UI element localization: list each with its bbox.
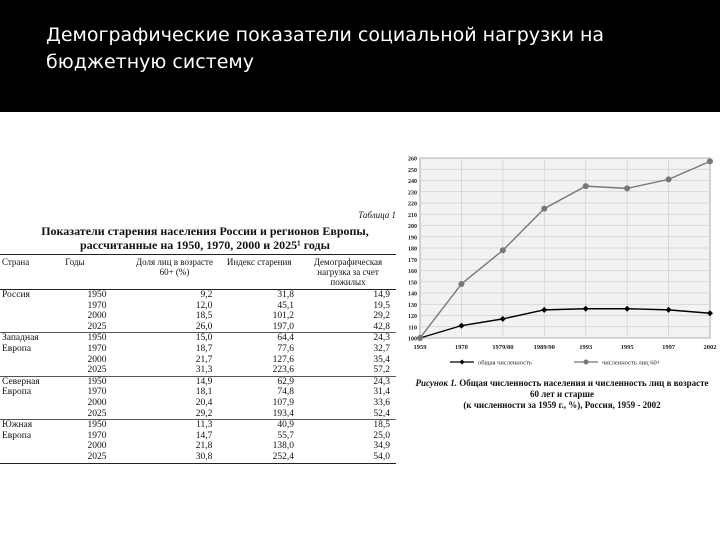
cell-year: 1970 <box>87 343 107 354</box>
table-row <box>0 431 396 442</box>
cell-year: 2000 <box>87 354 107 365</box>
legend-label-total: общая численность <box>478 359 532 367</box>
cell-year: 1950 <box>63 376 130 387</box>
cell-country: Европа <box>2 343 32 354</box>
cell-dependency: 29,2 <box>373 311 390 322</box>
y-tick-label: 210 <box>408 212 417 219</box>
table-row <box>0 365 396 376</box>
table-row <box>0 333 396 344</box>
cell-share-60: 15,0 <box>131 333 219 344</box>
data-point-60plus <box>583 183 589 189</box>
table-row <box>0 420 396 431</box>
legend-marker-total <box>460 360 465 365</box>
cell-country <box>0 441 63 452</box>
cell-aging-index: 62,9 <box>218 376 300 387</box>
caption-label: Рисунок 1. <box>415 378 457 388</box>
cell-share-60: 18,5 <box>195 311 213 322</box>
cell-share-60: 20,4 <box>195 397 213 408</box>
cell-year: 2025 <box>63 452 130 463</box>
data-point-60plus <box>541 206 547 212</box>
y-tick-label: 160 <box>408 269 417 275</box>
cell-aging-index: 127,6 <box>272 354 295 365</box>
cell-aging-index: 197,0 <box>272 321 295 332</box>
y-tick-label: 150 <box>408 280 417 287</box>
x-tick-label: 2002 <box>703 344 717 351</box>
x-tick-label: 1979/80 <box>492 344 514 351</box>
y-tick-label: 240 <box>408 179 417 185</box>
cell-dependency: 33,6 <box>373 397 390 408</box>
data-point-60plus <box>500 247 506 253</box>
table-row <box>0 398 396 409</box>
cell-country: Россия <box>2 290 30 300</box>
cell-country <box>0 365 63 376</box>
cell-aging-index: 45,1 <box>277 300 295 311</box>
cell-dependency: 42,8 <box>373 321 390 332</box>
table-row <box>0 311 396 322</box>
cell-dependency: 57,2 <box>373 365 390 376</box>
table-row <box>0 441 396 452</box>
table-row <box>0 409 396 420</box>
table-row <box>0 387 396 398</box>
y-tick-label: 100 <box>408 336 417 343</box>
cell-country <box>0 452 63 463</box>
slide-header <box>0 0 720 112</box>
caption-sub: (к численности за 1959 г., %), Россия, 1959 - 2002 <box>463 400 661 410</box>
table-row <box>0 290 396 301</box>
cell-year: 2000 <box>87 311 107 322</box>
cell-aging-index: 74,8 <box>277 387 295 398</box>
y-tick-label: 170 <box>408 257 417 264</box>
chart-svg <box>398 150 720 380</box>
cell-country: Западная <box>0 333 63 344</box>
cell-year: 2000 <box>87 397 107 408</box>
cell-year: 2025 <box>87 365 107 376</box>
chart-caption <box>412 378 712 411</box>
cell-share-60: 26,0 <box>195 321 213 332</box>
cell-share-60: 29,2 <box>195 408 213 419</box>
y-tick-label: 180 <box>408 246 417 253</box>
data-point-60plus <box>624 185 630 191</box>
y-tick-label: 200 <box>408 224 417 230</box>
cell-share-60: 30,8 <box>131 452 219 463</box>
header-years: Годы <box>63 255 130 290</box>
cell-country: Южная <box>0 420 63 431</box>
x-tick-label: 1993 <box>579 344 593 351</box>
cell-aging-index: 77,6 <box>277 343 295 354</box>
cell-aging-index: 107,9 <box>272 397 295 408</box>
cell-dependency: 18,5 <box>300 420 396 431</box>
data-point-60plus <box>417 335 423 341</box>
cell-dependency: 35,4 <box>373 354 390 365</box>
header-dependency: Демографическая нагрузка за счет пожилых <box>300 255 396 290</box>
cell-year: 1970 <box>87 387 107 398</box>
cell-share-60: 12,0 <box>195 300 213 311</box>
cell-dependency: 32,7 <box>373 343 390 354</box>
cell-share-60: 21,8 <box>195 441 213 452</box>
cell-share-60: 18,7 <box>195 343 213 354</box>
table-row <box>0 452 396 463</box>
cell-share-60: 31,3 <box>195 365 213 376</box>
cell-share-60: 21,7 <box>195 354 213 365</box>
cell-country <box>0 409 63 420</box>
y-tick-label: 140 <box>408 291 417 298</box>
x-tick-label: 1959 <box>413 344 427 351</box>
cell-aging-index: 101,2 <box>272 311 295 322</box>
data-point-60plus <box>458 281 464 287</box>
cell-country: Европа <box>2 387 32 398</box>
cell-dependency: 52,4 <box>373 408 390 419</box>
cell-aging-index: 252,4 <box>218 452 300 463</box>
cell-share-60: 9,2 <box>200 290 213 300</box>
header-country: Страна <box>0 255 63 290</box>
cell-country: Северная <box>0 376 63 387</box>
cell-year: 1970 <box>87 300 107 311</box>
x-tick-label: 1970 <box>454 344 468 351</box>
cell-aging-index: 193,4 <box>272 408 295 419</box>
table-row <box>0 322 396 333</box>
table-label: Таблица 1 <box>358 210 396 220</box>
y-tick-label: 260 <box>408 156 417 163</box>
cell-year: 1950 <box>63 333 130 344</box>
cell-year: 1950 <box>63 420 130 431</box>
table-row <box>0 301 396 312</box>
table-row <box>0 344 396 355</box>
table-row <box>0 376 396 387</box>
cell-country <box>0 355 63 366</box>
cell-year: 1950 <box>87 290 107 300</box>
x-tick-label: 1997 <box>662 344 676 351</box>
x-tick-label: 1995 <box>620 344 634 351</box>
slide-title: Демографические показатели социальной нагрузки на бюджетную систему <box>46 24 605 73</box>
cell-country <box>0 311 63 322</box>
cell-country: Европа <box>2 430 32 441</box>
y-tick-label: 110 <box>408 325 417 332</box>
table-title: Показатели старения населения России и регионов Европы, рассчитанные на 1950, 1970, 2000 и 2025¹ годы <box>41 224 369 252</box>
legend-marker-60plus <box>584 360 589 365</box>
data-point-60plus <box>666 176 672 182</box>
cell-aging-index: 31,8 <box>277 290 295 300</box>
cell-aging-index: 55,7 <box>277 430 295 441</box>
y-tick-label: 190 <box>408 235 417 242</box>
cell-year: 2025 <box>87 321 107 332</box>
cell-dependency: 14,9 <box>373 290 390 300</box>
caption-text: Общая численность населения и численность лиц в возрасте 60 лет и старше <box>459 378 709 399</box>
cell-dependency: 34,9 <box>373 441 390 452</box>
y-tick-label: 250 <box>408 167 417 174</box>
table-header-row <box>0 255 396 290</box>
aging-table <box>0 254 396 464</box>
cell-share-60: 11,3 <box>131 420 219 431</box>
cell-share-60: 14,9 <box>131 376 219 387</box>
cell-dependency: 24,3 <box>300 376 396 387</box>
y-tick-label: 120 <box>408 314 417 320</box>
cell-aging-index: 138,0 <box>272 441 295 452</box>
header-share-60: Доля лиц в возрасте 60+ (%) <box>131 255 219 290</box>
cell-aging-index: 64,4 <box>218 333 300 344</box>
x-tick-label: 1989/90 <box>533 344 555 351</box>
cell-aging-index: 223,6 <box>272 365 295 376</box>
cell-dependency: 19,5 <box>373 300 390 311</box>
cell-year: 1970 <box>87 430 107 441</box>
y-tick-label: 220 <box>408 201 417 208</box>
cell-aging-index: 40,9 <box>218 420 300 431</box>
cell-country <box>0 398 63 409</box>
table-row <box>0 355 396 366</box>
cell-country <box>0 322 63 333</box>
cell-dependency: 31,4 <box>373 387 390 398</box>
cell-country <box>0 301 63 312</box>
cell-dependency: 24,3 <box>300 333 396 344</box>
cell-year: 2025 <box>87 408 107 419</box>
cell-share-60: 18,1 <box>195 387 213 398</box>
cell-dependency: 54,0 <box>300 452 396 463</box>
cell-dependency: 25,0 <box>373 430 390 441</box>
data-point-60plus <box>707 158 713 164</box>
cell-share-60: 14,7 <box>195 430 213 441</box>
legend-label-60plus: численность лиц 60+ <box>602 359 661 367</box>
y-tick-label: 230 <box>408 190 417 197</box>
cell-year: 2000 <box>87 441 107 452</box>
y-tick-label: 130 <box>408 302 417 309</box>
header-aging-index: Индекс старения <box>218 255 300 290</box>
